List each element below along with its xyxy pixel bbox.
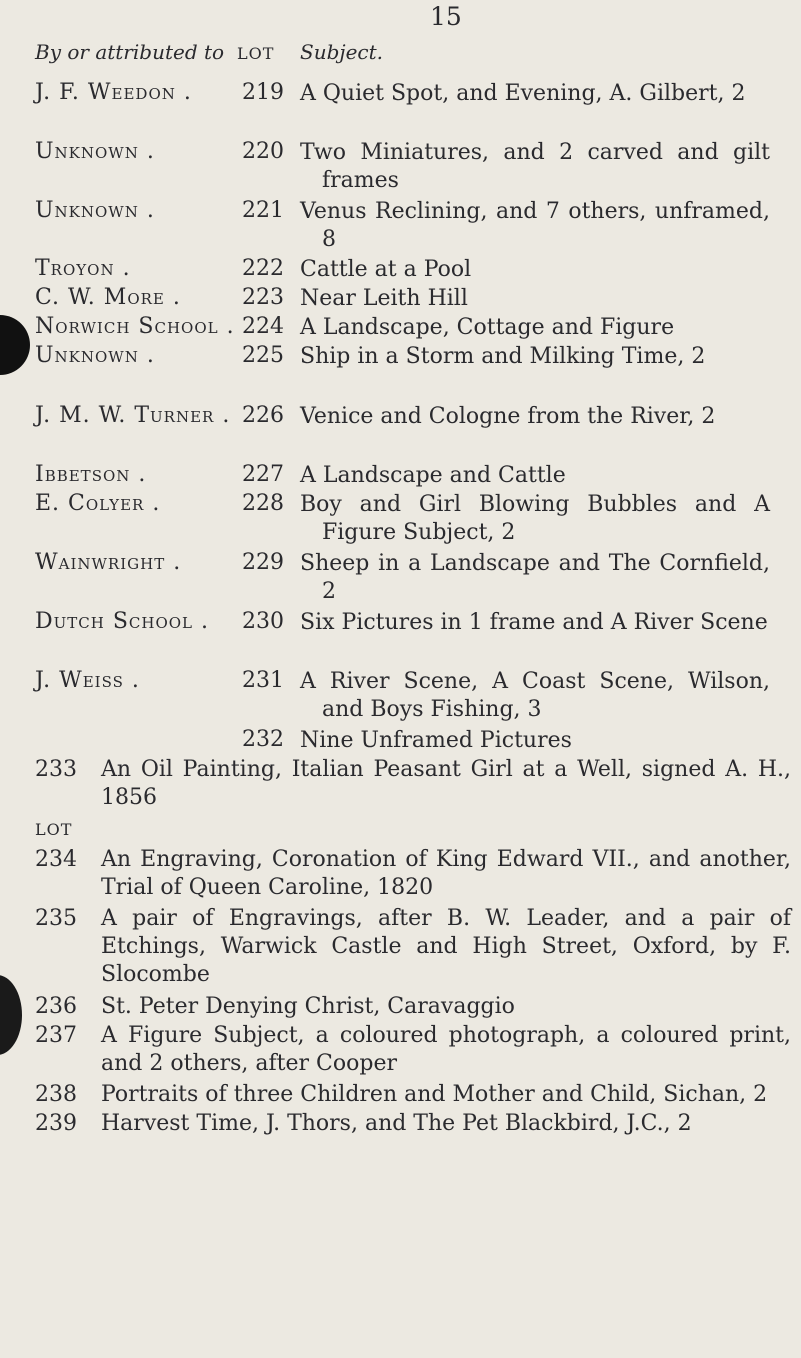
lot-number: 225 (242, 343, 284, 368)
lot-entry-wide (35, 846, 791, 906)
lot-number: 223 (242, 285, 284, 310)
artist-name: Norwich School . (35, 314, 235, 339)
lot-number: 221 (242, 198, 284, 223)
lot-number: 231 (242, 668, 284, 693)
lot-subject: Two Miniatures, and 2 carved and gilt frames (300, 140, 770, 193)
artist-name: C. W. More . (35, 285, 181, 310)
lot-number: 238 (35, 1082, 77, 1107)
lot-number: 232 (242, 727, 284, 752)
lot-number: 227 (242, 462, 284, 487)
binding-hole (0, 975, 22, 1055)
lot-number: 219 (242, 80, 284, 105)
lot-number: 228 (242, 491, 284, 516)
artist-name: Dutch School . (35, 609, 210, 634)
lot-entry-wide (35, 756, 791, 816)
lot-entry-wide (35, 1110, 775, 1140)
lot-subject: A Quiet Spot, and Evening, A. Gilbert, 2 (300, 81, 746, 106)
artist-name: Ibbetson . (35, 462, 147, 487)
lot-description: An Engraving, Coronation of King Edward VII., and another, Trial of Queen Caroline, 1820 (101, 847, 791, 900)
artist-name: Unknown . (35, 198, 155, 223)
lot-subject: A River Scene, A Coast Scene, Wilson, and Boys Fishing, 3 (300, 669, 770, 722)
lot-number: 220 (242, 139, 284, 164)
artist-name: Wainwright . (35, 550, 182, 575)
subject-column-header: Subject. (300, 40, 384, 64)
artist-name: J. Weiss . (35, 668, 140, 693)
lot-subject: Near Leith Hill (300, 286, 468, 311)
page-number: 15 (430, 2, 462, 31)
lot-number: 237 (35, 1023, 77, 1048)
lot-description: An Oil Painting, Italian Peasant Girl at a Well, signed A. H., 1856 (101, 757, 791, 810)
lot-number: 233 (35, 757, 77, 782)
lot-entry-wide (35, 993, 775, 1023)
lot-subject: A Landscape and Cattle (300, 463, 566, 488)
lot-subject: A Landscape, Cottage and Figure (300, 315, 675, 340)
lot-entry-wide (35, 905, 791, 995)
lot-description: St. Peter Denying Christ, Caravaggio (101, 994, 515, 1019)
lot-entry-wide (35, 1022, 791, 1082)
binding-hole (0, 315, 30, 375)
lot-subject: Six Pictures in 1 frame and A River Scene (300, 610, 768, 635)
lot-number: 224 (242, 314, 284, 339)
artist-name: E. Colyer . (35, 491, 161, 516)
lot-subject: Cattle at a Pool (300, 257, 472, 282)
artist-column-header: By or attributed to (35, 40, 225, 64)
artist-name: J. M. W. Turner . (35, 403, 231, 428)
lot-subject: Boy and Girl Blowing Bubbles and A Figure Subject, 2 (300, 492, 770, 545)
lot-number: 239 (35, 1111, 77, 1136)
lot-column-header: LOT (237, 44, 275, 63)
lot-subject: Sheep in a Landscape and The Cornfield, 2 (300, 551, 770, 604)
lot-subject: Ship in a Storm and Milking Time, 2 (300, 344, 706, 369)
lot-description: A pair of Engravings, after B. W. Leader, and a pair of Etchings, Warwick Castle and High Street, Oxford, by F. Slocombe (101, 906, 791, 987)
lot-description: Portraits of three Children and Mother and Child, Sichan, 2 (101, 1082, 768, 1107)
artist-name: Unknown . (35, 139, 155, 164)
lot-number: 230 (242, 609, 284, 634)
lot-description: Harvest Time, J. Thors, and The Pet Blackbird, J.C., 2 (101, 1111, 692, 1136)
lot-subject: Venice and Cologne from the River, 2 (300, 404, 716, 429)
lot-number: 236 (35, 994, 77, 1019)
artist-name: J. F. Weedon . (35, 80, 192, 105)
lot-description: A Figure Subject, a coloured photograph, a coloured print, and 2 others, after Cooper (101, 1023, 791, 1076)
artist-name: Troyon . (35, 256, 131, 281)
lot-number: 229 (242, 550, 284, 575)
lot-subject: Venus Reclining, and 7 others, unframed, 8 (300, 199, 770, 252)
lot-number: 235 (35, 906, 77, 931)
artist-name: Unknown . (35, 343, 155, 368)
lot-number: 226 (242, 403, 284, 428)
lot-label: LOT (35, 820, 73, 839)
lot-number: 234 (35, 847, 77, 872)
lot-number: 222 (242, 256, 284, 281)
lot-subject: Nine Unframed Pictures (300, 728, 572, 753)
lot-entry-wide (35, 1081, 775, 1111)
